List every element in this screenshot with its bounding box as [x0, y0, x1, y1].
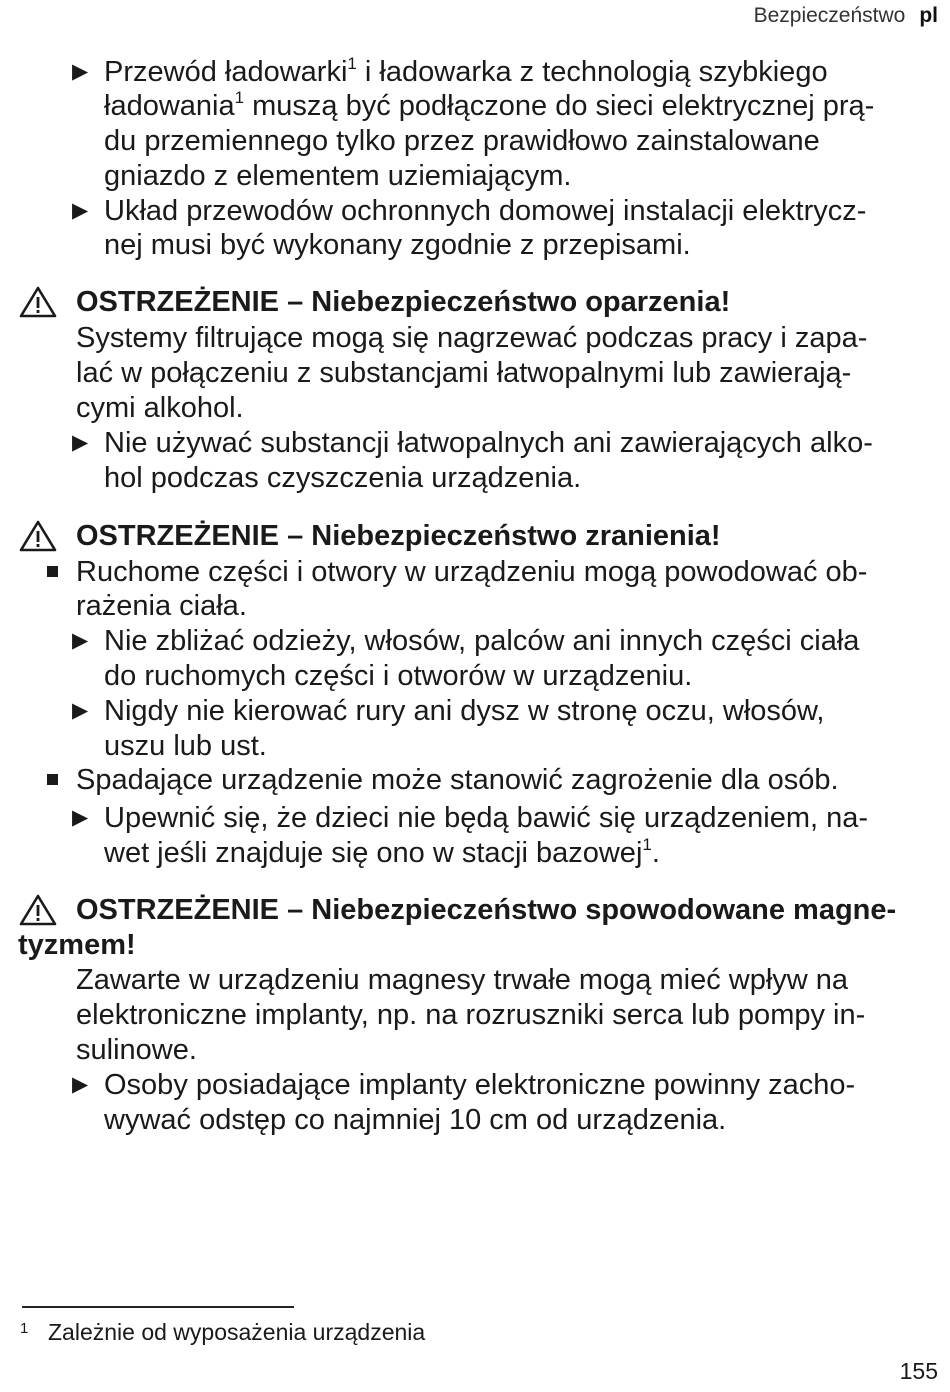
warning-burns-action-line-2: hol podczas czyszczenia urządzenia. [104, 462, 582, 494]
bullet-arrow-icon: ▶ [72, 806, 89, 829]
warning-triangle-icon [18, 285, 58, 319]
injury-action-1-line-1: Nie zbliżać odzieży, włosów, palców ani innych części ciała [104, 625, 860, 657]
bullet-arrow-icon: ▶ [72, 1073, 89, 1096]
running-header [754, 4, 938, 28]
magnetism-text-line-2: elektroniczne implanty, np. na rozruszniki serca lub pompy in- [76, 999, 866, 1031]
injury-item-1-line-2: rażenia ciała. [76, 590, 247, 622]
section-title: Bezpieczeństwo [753, 4, 906, 27]
magnetism-action-line-1: Osoby posiadające implanty elektroniczne powinny zacho- [104, 1069, 856, 1101]
square-bullet-icon [47, 566, 58, 577]
bullet-arrow-icon: ▶ [72, 699, 89, 722]
injury-action-3-line-2: wet jeśli znajduje się ono w stacji bazowej$^1$. [104, 835, 660, 869]
injury-action-3-line-1: Upewnić się, że dzieci nie będą bawić się urządzeniem, na- [104, 802, 869, 834]
injury-item-1-line-1: Ruchome części i otwory w urządzeniu mogą powodować ob- [76, 556, 868, 588]
warning-triangle-icon [18, 519, 58, 553]
square-bullet-icon [47, 774, 58, 785]
magnetism-text-line-1: Zawarte w urządzeniu magnesy trwałe mogą mieć wpływ na [76, 964, 849, 996]
intro-bullet-1-line-1: Przewód ładowarki$^1$ i ładowarka z technologią szybkiego [104, 54, 828, 88]
footnote-divider [22, 1306, 294, 1308]
bullet-arrow-icon: ▶ [72, 431, 89, 454]
warning-triangle-icon [18, 893, 58, 927]
warning-title-injury: OSTRZEŻENIE – Niebezpieczeństwo zranienia! [76, 520, 721, 552]
intro-bullet-1-line-4: gniazdo z elementem uziemiającym. [104, 160, 572, 192]
bullet-arrow-icon: ▶ [72, 629, 89, 652]
intro-bullet-2-line-2: nej musi być wykonany zgodnie z przepisami. [104, 229, 691, 261]
warning-burns-text-line-1: Systemy filtrujące mogą się nagrzewać podczas pracy i zapa- [76, 322, 868, 354]
injury-item-2-line-1: Spadające urządzenie może stanowić zagrożenie dla osób. [76, 764, 839, 796]
injury-action-1-line-2: do ruchomych części i otworów w urządzeniu. [104, 660, 693, 692]
injury-action-2-line-1: Nigdy nie kierować rury ani dysz w stronę oczu, włosów, [104, 695, 825, 727]
magnetism-action-line-2: wywać odstęp co najmniej 10 cm od urządzenia. [104, 1104, 727, 1136]
magnetism-text-line-3: sulinowe. [76, 1034, 197, 1066]
warning-title-burns: OSTRZEŻENIE – Niebezpieczeństwo oparzenia! [76, 286, 731, 318]
intro-bullet-1-line-3: du przemiennego tylko przez prawidłowo zainstalowane [104, 125, 820, 157]
warning-title-magnetism-line-1: OSTRZEŻENIE – Niebezpieczeństwo spowodowane magne- [76, 894, 897, 926]
footnote-number: 1 [20, 1320, 29, 1337]
language-code: pl [919, 4, 938, 27]
bullet-arrow-icon: ▶ [72, 199, 89, 222]
injury-action-2-line-2: uszu lub ust. [104, 730, 267, 762]
warning-burns-action-line-1: Nie używać substancji łatwopalnych ani zawierających alko- [104, 427, 873, 459]
intro-bullet-1-line-2: ładowania$^1$ muszą być podłączone do sieci elektrycznej prą- [104, 88, 875, 122]
warning-burns-text-line-3: cymi alkohol. [76, 392, 244, 424]
bullet-arrow-icon: ▶ [72, 60, 89, 83]
footnote-text: Zależnie od wyposażenia urządzenia [48, 1319, 426, 1345]
intro-bullet-2-line-1: Układ przewodów ochronnych domowej instalacji elektrycz- [104, 195, 867, 227]
warning-title-magnetism-line-2: tyzmem! [18, 929, 136, 961]
page-number: 155 [899, 1358, 938, 1384]
warning-burns-text-line-2: lać w połączeniu z substancjami łatwopalnymi lub zawierają- [76, 357, 852, 389]
